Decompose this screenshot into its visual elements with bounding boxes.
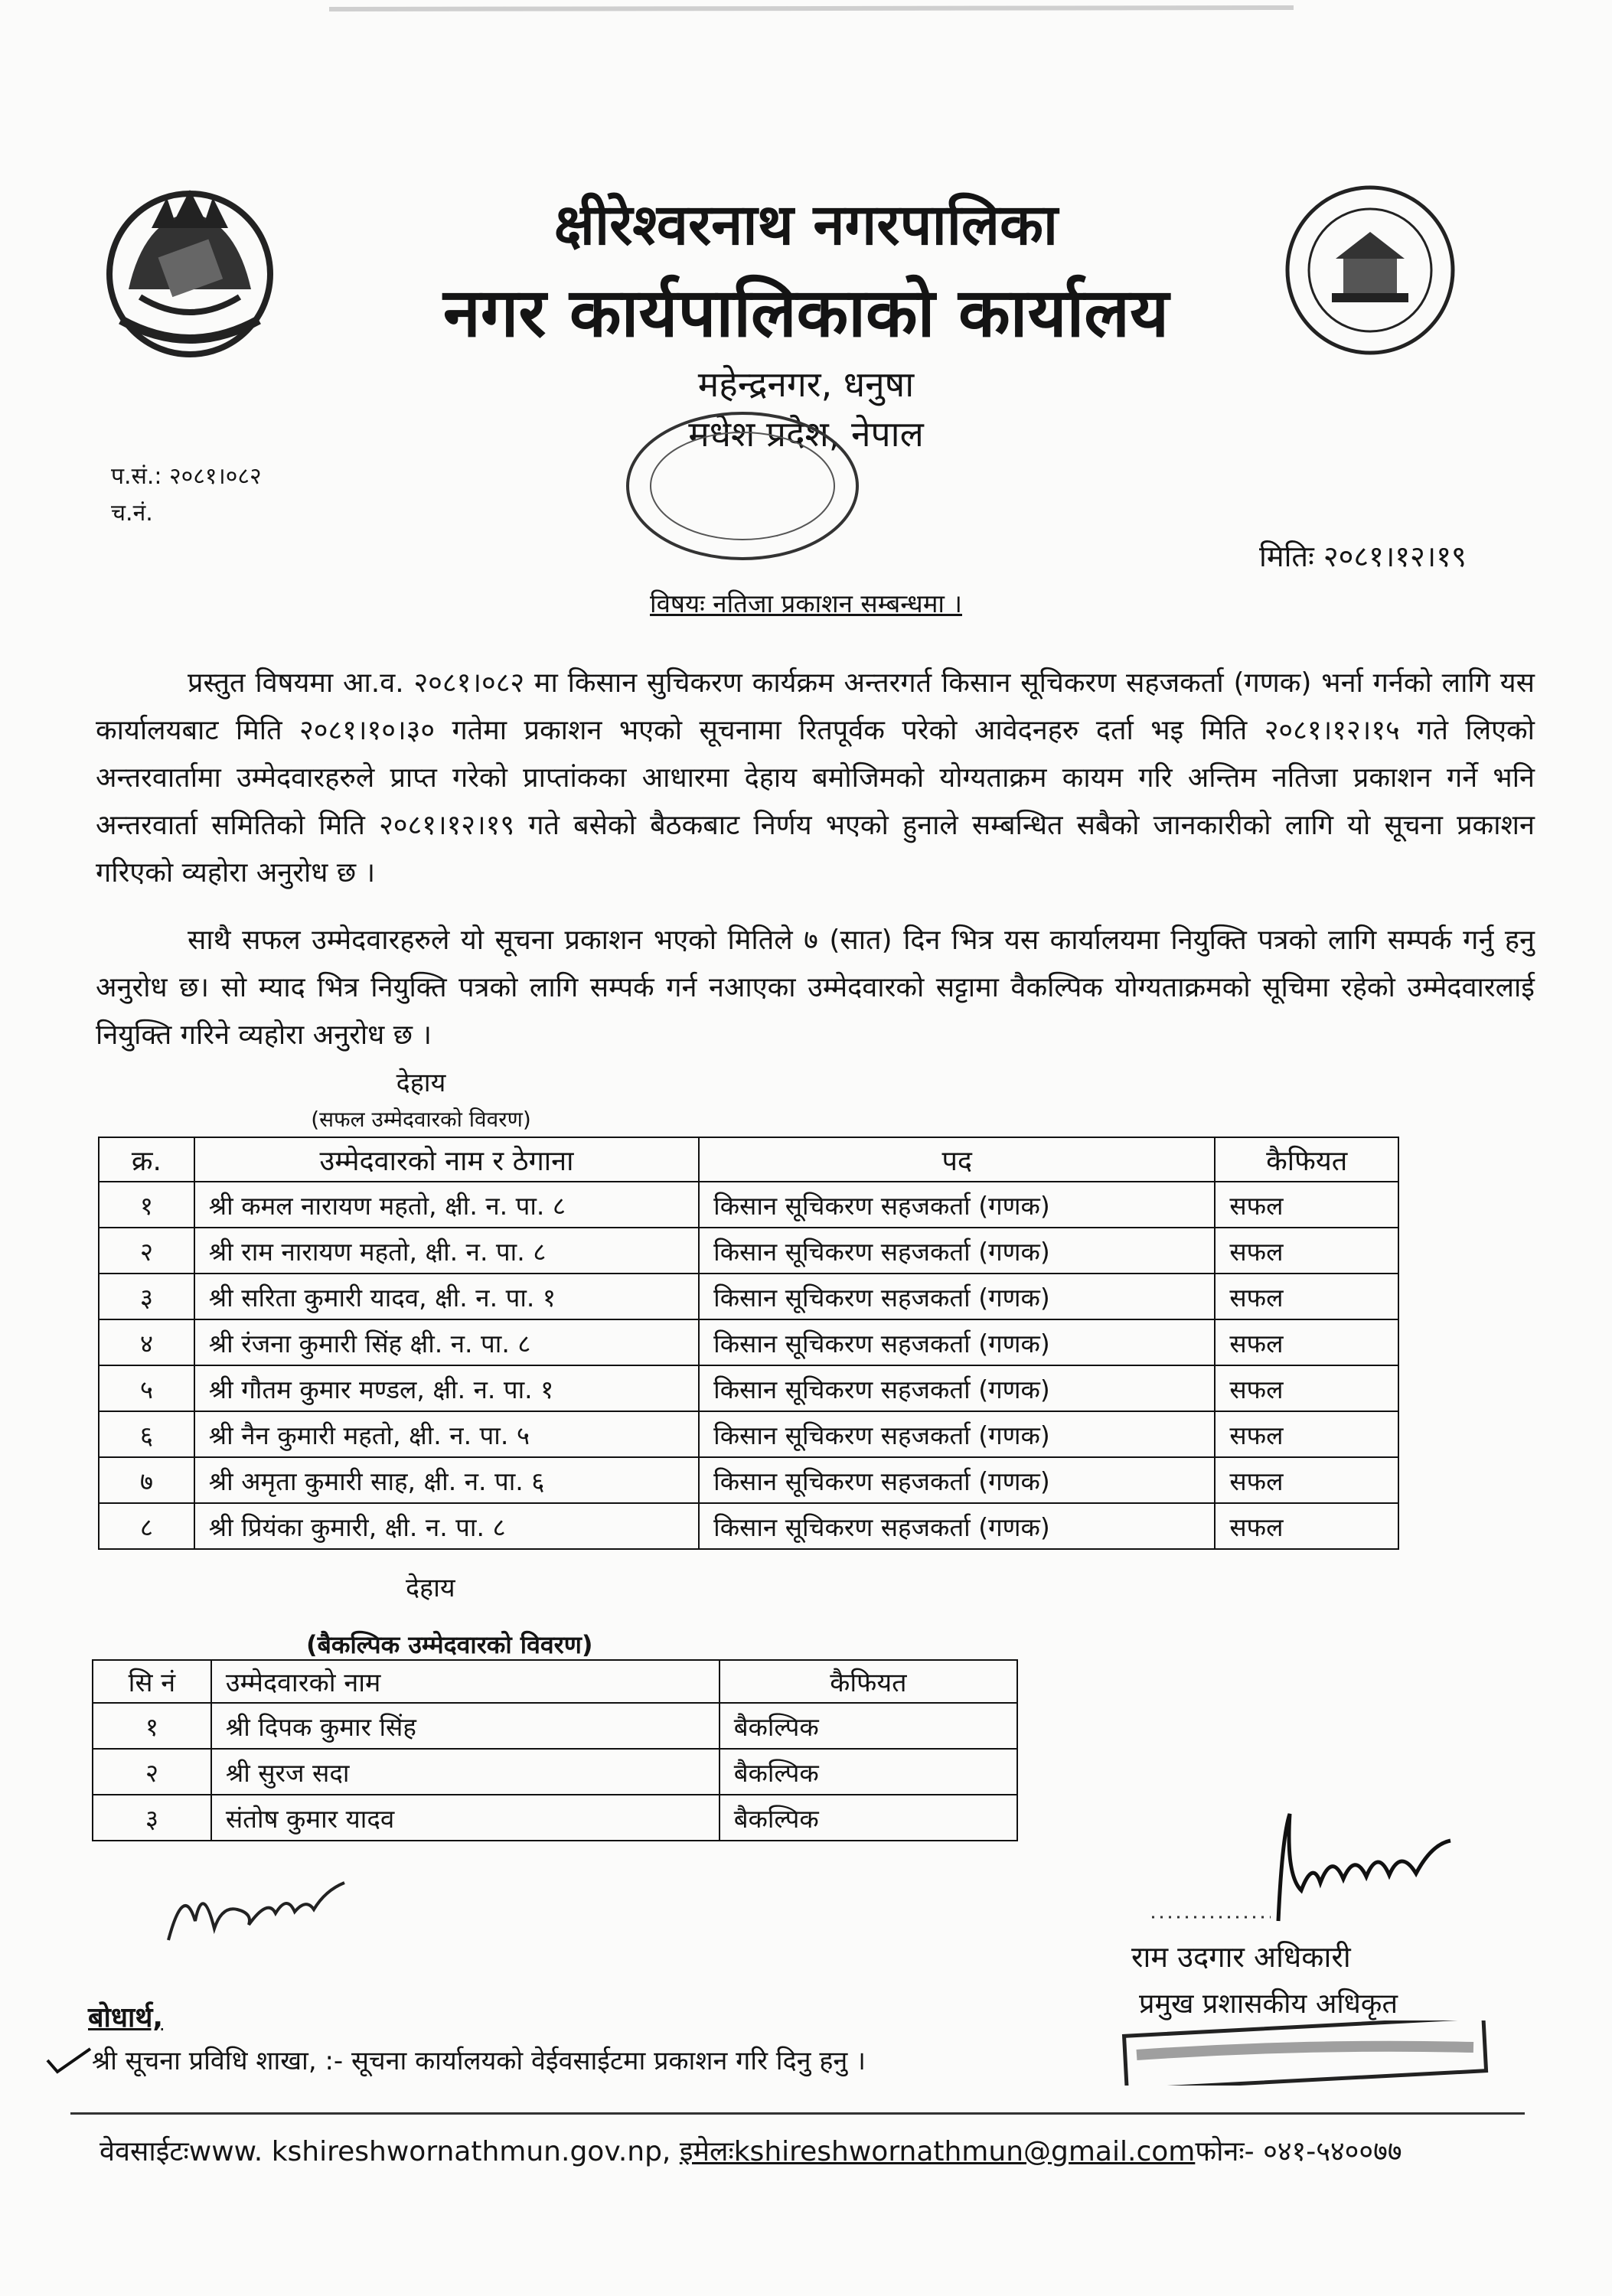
official-signature bbox=[1148, 1806, 1470, 1929]
alternate-table-caption: देहाय bbox=[406, 1573, 455, 1603]
name-cell: श्री कमल नारायण महतो, क्षी. न. पा. ८ bbox=[194, 1182, 699, 1228]
handwritten-initials-signature bbox=[161, 1867, 352, 1952]
serial-cell: २ bbox=[93, 1749, 211, 1795]
body-paragraph-1: प्रस्तुत विषयमा आ.व. २०८१।०८२ मा किसान सुचिकरण कार्यक्रम अन्तरगर्त किसान सूचिकरण सहजकर्ता (गणक) भर्ना गर्नको लागि यस कार्यालयबाट मिति २०८१।१०।३० गतेमा प्रकाशन भएको सूचनामा रितपूर्वक परेको आवेदनहरु दर्ता भइ मिति २०८१।१२।१५ गते लिएको अन्तरवार्तामा उम्मेदवारहरुले प्राप्त गरेको प्राप्तांकका आधारमा देहाय बमोजिमको योग्यताक्रम कायम गरि अन्तिम नतिजा प्रकाशन गर्ने भनि अन्तरवार्ता समितिको मिति २०८१।१२।१९ गते बसेको बैठकबाट निर्णय भएको हुनाले सम्बन्धित सबैको जानकारीको लागि यो सूचना प्रकाशन गरिएको व्यहोरा अनुरोध छ । bbox=[96, 667, 1535, 889]
subject-line: विषयः नतिजा प्रकाशन सम्बन्धमा । bbox=[650, 589, 962, 618]
remarks-cell: बैकल्पिक bbox=[720, 1795, 1017, 1841]
post-cell: किसान सूचिकरण सहजकर्ता (गणक) bbox=[699, 1319, 1215, 1365]
name-cell: श्री सरिता कुमारी यादव, क्षी. न. पा. १ bbox=[194, 1274, 699, 1319]
alternate-candidates-table bbox=[92, 1659, 1018, 1841]
remarks-cell: सफल bbox=[1215, 1319, 1398, 1365]
footer-divider bbox=[70, 2112, 1525, 2115]
footer-phone: फोनः- ०४१-५४००७७ bbox=[1195, 2136, 1402, 2167]
table-row bbox=[99, 1274, 1398, 1319]
table-row bbox=[99, 1319, 1398, 1365]
col-header-remarks: कैफियत bbox=[1215, 1137, 1398, 1182]
table-row bbox=[93, 1749, 1017, 1795]
col-header-serial: क्र. bbox=[99, 1137, 194, 1182]
remarks-cell: सफल bbox=[1215, 1182, 1398, 1228]
footer-website: वेवसाईटःwww. kshireshwornathmun.gov.np, bbox=[100, 2136, 680, 2167]
name-cell: श्री रंजना कुमारी सिंह क्षी. न. पा. ८ bbox=[194, 1319, 699, 1365]
serial-cell: २ bbox=[99, 1228, 194, 1274]
table-row bbox=[99, 1503, 1398, 1549]
cc-heading: बोधार्थ, bbox=[88, 2002, 164, 2033]
col-header-remarks: कैफियत bbox=[720, 1660, 1017, 1703]
dispatch-number: च.नं. bbox=[111, 500, 153, 527]
serial-cell: ४ bbox=[99, 1319, 194, 1365]
footer-email: इमेलःkshireshwornathmun@gmail.com bbox=[679, 2136, 1196, 2167]
col-header-name-address: उम्मेदवारको नाम र ठेगाना bbox=[194, 1137, 699, 1182]
checkmark-icon bbox=[46, 2045, 92, 2076]
address-line-2: मधेश प्रदेश, नेपाल bbox=[688, 413, 924, 455]
office-stamp-icon bbox=[616, 406, 869, 566]
successful-table-subcaption: (सफल उम्मेदवारको विवरण) bbox=[311, 1107, 531, 1132]
post-cell: किसान सूचिकरण सहजकर्ता (गणक) bbox=[699, 1365, 1215, 1411]
designation-stamp-icon bbox=[1121, 2020, 1489, 2086]
table-row bbox=[99, 1411, 1398, 1457]
letter-number: प.सं.: २०८१।०८२ bbox=[111, 463, 262, 490]
remarks-cell: सफल bbox=[1215, 1228, 1398, 1274]
office-name: नगर कार्यपालिकाको कार्यालय bbox=[443, 273, 1169, 352]
serial-cell: ३ bbox=[99, 1274, 194, 1319]
col-header-post: पद bbox=[699, 1137, 1215, 1182]
remarks-cell: सफल bbox=[1215, 1365, 1398, 1411]
serial-cell: ६ bbox=[99, 1411, 194, 1457]
table-row bbox=[99, 1365, 1398, 1411]
post-cell: किसान सूचिकरण सहजकर्ता (गणक) bbox=[699, 1411, 1215, 1457]
successful-table-caption: देहाय bbox=[396, 1068, 446, 1098]
post-cell: किसान सूचिकरण सहजकर्ता (गणक) bbox=[699, 1503, 1215, 1549]
remarks-cell: सफल bbox=[1215, 1503, 1398, 1549]
table-row bbox=[99, 1228, 1398, 1274]
serial-cell: १ bbox=[99, 1182, 194, 1228]
serial-cell: ७ bbox=[99, 1457, 194, 1503]
name-cell: श्री सुरज सदा bbox=[211, 1749, 720, 1795]
table-row bbox=[93, 1703, 1017, 1749]
post-cell: किसान सूचिकरण सहजकर्ता (गणक) bbox=[699, 1182, 1215, 1228]
serial-cell: ५ bbox=[99, 1365, 194, 1411]
signatory-title: प्रमुख प्रशासकीय अधिकृत bbox=[1139, 1988, 1398, 2020]
table-row bbox=[99, 1457, 1398, 1503]
name-cell: श्री गौतम कुमार मण्डल, क्षी. न. पा. १ bbox=[194, 1365, 699, 1411]
remarks-cell: बैकल्पिक bbox=[720, 1703, 1017, 1749]
successful-candidates-table bbox=[98, 1137, 1399, 1550]
remarks-cell: सफल bbox=[1215, 1457, 1398, 1503]
name-cell: श्री अमृता कुमारी साह, क्षी. न. पा. ६ bbox=[194, 1457, 699, 1503]
serial-cell: १ bbox=[93, 1703, 211, 1749]
letter-date: मितिः २०८१।१२।१९ bbox=[1259, 540, 1467, 573]
table-header-row bbox=[99, 1137, 1398, 1182]
cc-line: श्री सूचना प्रविधि शाखा, :- सूचना कार्यालयको वेईवसाईटमा प्रकाशन गरि दिनु हनु । bbox=[92, 2046, 866, 2076]
remarks-cell: सफल bbox=[1215, 1411, 1398, 1457]
table-row bbox=[93, 1795, 1017, 1841]
table-row bbox=[99, 1182, 1398, 1228]
remarks-cell: सफल bbox=[1215, 1274, 1398, 1319]
post-cell: किसान सूचिकरण सहजकर्ता (गणक) bbox=[699, 1457, 1215, 1503]
post-cell: किसान सूचिकरण सहजकर्ता (गणक) bbox=[699, 1274, 1215, 1319]
serial-cell: ३ bbox=[93, 1795, 211, 1841]
col-header-name: उम्मेदवारको नाम bbox=[211, 1660, 720, 1703]
table-header-row bbox=[93, 1660, 1017, 1703]
alternate-table-subcaption: (बैकल्पिक उम्मेदवारको विवरण) bbox=[306, 1630, 593, 1659]
serial-cell: ८ bbox=[99, 1503, 194, 1549]
body-paragraph-2: साथै सफल उम्मेदवारहरुले यो सूचना प्रकाशन भएको मितिले ७ (सात) दिन भित्र यस कार्यालयमा नियुक्ति पत्रको लागि सम्पर्क गर्नु हनु अनुरोध छ। सो म्याद भित्र नियुक्ति पत्रको लागि सम्पर्क गर्न नआएका उम्मेदवारको सट्टामा वैकल्पिक योग्यताक्रमको सूचिमा रहेको उम्मेदवारलाई नियुक्ति गरिने व्यहोरा अनुरोध छ । bbox=[96, 925, 1535, 1051]
name-cell: श्री राम नारायण महतो, क्षी. न. पा. ८ bbox=[194, 1228, 699, 1274]
address-line-1: महेन्द्रनगर, धनुषा bbox=[697, 364, 915, 405]
post-cell: किसान सूचिकरण सहजकर्ता (गणक) bbox=[699, 1228, 1215, 1274]
name-cell: श्री नैन कुमारी महतो, क्षी. न. पा. ५ bbox=[194, 1411, 699, 1457]
col-header-serial: सि नं bbox=[93, 1660, 211, 1703]
signatory-name: राम उदगार अधिकारी bbox=[1131, 1940, 1351, 1974]
scan-artifact bbox=[329, 0, 1294, 23]
name-cell: श्री प्रियंका कुमारी, क्षी. न. पा. ८ bbox=[194, 1503, 699, 1549]
remarks-cell: बैकल्पिक bbox=[720, 1749, 1017, 1795]
name-cell: संतोष कुमार यादव bbox=[211, 1795, 720, 1841]
footer-contact bbox=[100, 2131, 1402, 2169]
municipality-name: क्षीरेश्वरनाथ नगरपालिका bbox=[553, 192, 1059, 258]
name-cell: श्री दिपक कुमार सिंह bbox=[211, 1703, 720, 1749]
